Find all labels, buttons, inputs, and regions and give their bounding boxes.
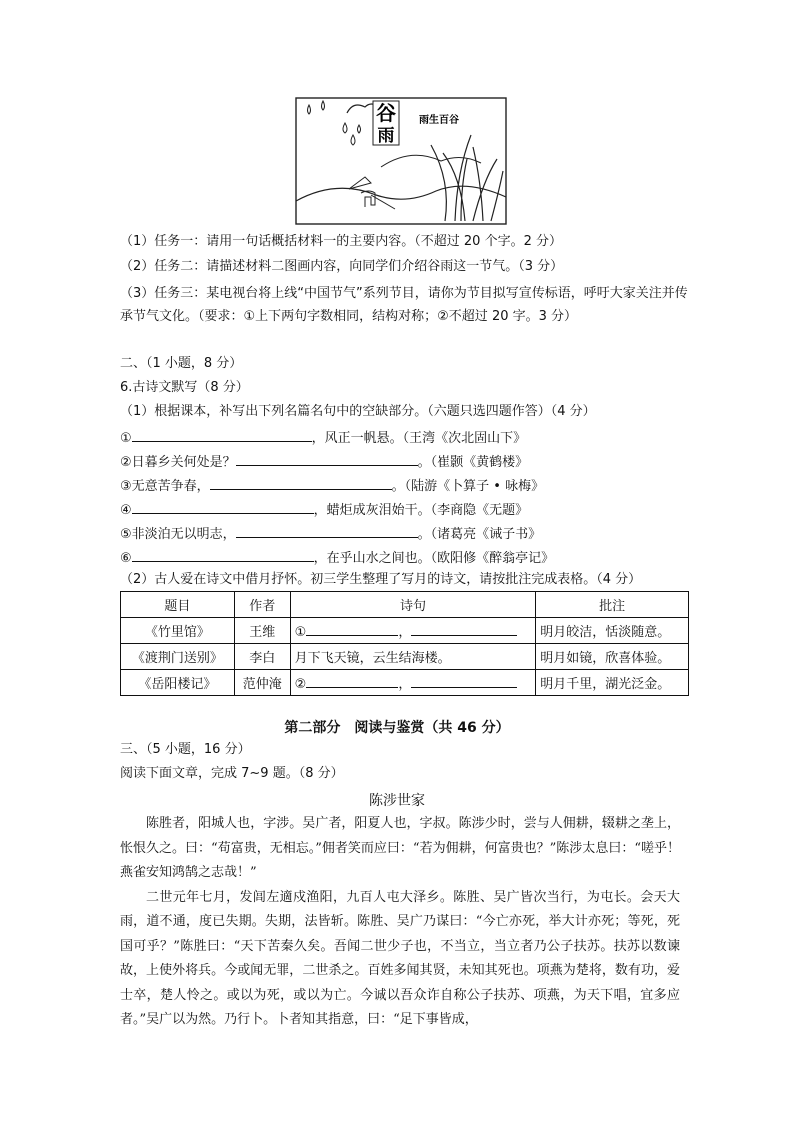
illustration-caption: 雨生百谷 [419, 115, 459, 126]
table-row [121, 670, 689, 696]
stamp-char-bottom: 雨 [377, 126, 395, 146]
cell-verse: 月下飞天镜，云生结海楼。 [290, 644, 536, 670]
answer-blank[interactable] [236, 451, 418, 466]
item-prefix: ① [120, 431, 132, 446]
section-2-heading: 二、（1 小题，8 分） [120, 356, 243, 371]
cell-author: 李白 [234, 644, 290, 670]
cell-verse [290, 618, 536, 644]
stamp-char-top: 谷 [376, 101, 396, 125]
answer-blank[interactable] [132, 427, 312, 442]
answer-blank[interactable] [411, 621, 517, 636]
answer-blank[interactable] [306, 673, 398, 688]
recite-item-1 [120, 427, 526, 448]
answer-blank[interactable] [411, 673, 517, 688]
article-paragraph: 陈胜者，阳城人也，字涉。吴广者，阳夏人也，字叔。陈涉少时，尝与人佣耕，辍耕之垄上，怅恨久之。曰：“苟富贵，无相忘。”佣者笑而应曰：“若为佣耕，何富贵也？”陈涉太息曰：“嗟乎！燕雀安知鸿鹄之志哉！” [120, 816, 680, 880]
answer-blank[interactable] [132, 499, 314, 514]
cell-author: 王维 [234, 618, 290, 644]
item-prefix: ②日暮乡关何处是？ [120, 455, 236, 470]
item-suffix: 。（陆游《卜算子 • 咏梅》 [391, 479, 545, 494]
question-6: 6.古诗文默写（8 分） [120, 380, 249, 395]
answer-blank[interactable] [236, 523, 418, 538]
header-author: 作者 [234, 592, 290, 618]
item-prefix: ④ [120, 503, 132, 518]
item-prefix: ③无意苦争春， [120, 479, 210, 494]
cell-title: 《渡荆门送别》 [121, 644, 235, 670]
cell-title: 《竹里馆》 [121, 618, 235, 644]
cell-verse [290, 670, 536, 696]
task-1: （1）任务一：请用一句话概括材料一的主要内容。（不超过 20 个字。2 分） [120, 234, 562, 249]
section-3-heading: 三、（5 小题，16 分） [120, 742, 251, 757]
table-header-row [121, 592, 689, 618]
item-suffix: ，在乎山水之间也。（欧阳修《醉翁亭记》 [313, 551, 555, 566]
item-suffix: 。（诸葛亮《诫子书》 [417, 527, 542, 542]
answer-blank[interactable] [306, 621, 398, 636]
item-prefix: ⑥ [120, 551, 132, 566]
cell-note: 明月如镜，欣喜体验。 [536, 644, 689, 670]
table-row [121, 618, 689, 644]
part-2-title: 第二部分 阅读与鉴赏（共 46 分） [284, 720, 510, 736]
recite-item-6 [120, 547, 554, 568]
item-suffix: ，风正一帆悬。（王湾《次北固山下》 [311, 431, 527, 446]
article-paragraph: 二世元年七月，发闾左適戍渔阳，九百人屯大泽乡。陈胜、吴广皆次当行，为屯长。会天大雨，道不通，度已失期。失期，法皆斩。陈胜、吴广乃谋曰：“今亡亦死，举大计亦死；等死，死国可乎？”陈胜曰：“天下苦秦久矣。吾闻二世少子也，不当立，当立者乃公子扶苏。扶苏以数谏故，上使外将兵。今或闻无罪，二世杀之。百姓多闻其贤，未知其死也。项燕为楚将，数有功，爱士卒，楚人怜之。或以为死，或以为亡。今诚以吾众诈自称公子扶苏、项燕，为天下唱，宜多应者。”吴广以为然。乃行卜。卜者知其指意，曰：“足下事皆成， [120, 889, 680, 1027]
verse-prefix: ② [294, 677, 307, 692]
question-6-part-2: （2）古人爱在诗文中借月抒怀。初三学生整理了写月的诗文，请按批注完成表格。（4 分） [120, 572, 642, 587]
item-suffix: ，蜡炬成灰泪始干。（李商隐《无题》 [313, 503, 529, 518]
recite-item-3 [120, 475, 544, 496]
header-verse: 诗句 [290, 592, 536, 618]
cell-note: 明月千里，湖光泛金。 [536, 670, 689, 696]
item-prefix: ⑤非淡泊无以明志， [120, 527, 236, 542]
cell-note: 明月皎洁，恬淡随意。 [536, 618, 689, 644]
verse-separator: ， [398, 625, 412, 640]
article-title: 陈涉世家 [369, 793, 425, 809]
task-2: （2）任务二：请描述材料二图画内容，向同学们介绍谷雨这一节气。（3 分） [120, 259, 564, 274]
cell-author: 范仲淹 [234, 670, 290, 696]
recite-item-5 [120, 523, 541, 544]
cell-title: 《岳阳楼记》 [121, 670, 235, 696]
reading-instruction: 阅读下面文章，完成 7~9 题。（8 分） [120, 766, 344, 781]
task-3: （3）任务三：某电视台将上线“中国节气”系列节目，请你为节目拟写宣传标语，呼吁大家关注并传承节气文化。（要求：①上下两句字数相同，结构对称；②不超过 20 字。3 分） [120, 286, 688, 324]
header-note: 批注 [536, 592, 689, 618]
table-row [121, 644, 689, 670]
answer-blank[interactable] [132, 547, 314, 562]
verse-prefix: ① [294, 625, 307, 640]
item-suffix: 。（崔颢《黄鹤楼》 [417, 455, 529, 470]
verse-separator: ， [398, 677, 412, 692]
guyu-illustration [295, 97, 507, 227]
question-6-part-1: （1）根据课本，补写出下列名篇名句中的空缺部分。（六题只选四题作答）（4 分） [120, 404, 596, 419]
moon-poems-table [120, 591, 689, 696]
header-title: 题目 [121, 592, 235, 618]
article-body [120, 812, 680, 1033]
illustration-frame [296, 98, 506, 224]
answer-blank[interactable] [210, 475, 392, 490]
recite-item-2 [120, 451, 528, 472]
recite-item-4 [120, 499, 528, 520]
